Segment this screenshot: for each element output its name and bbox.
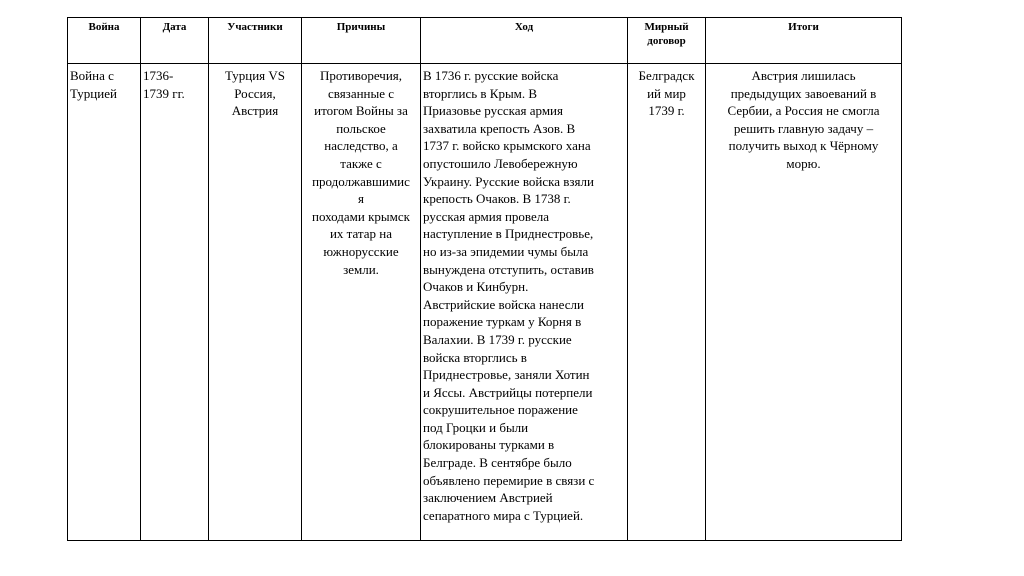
cell-date: 1736- 1739 гг. <box>141 64 209 541</box>
cell-war: Война с Турцией <box>68 64 141 541</box>
header-causes: Причины <box>302 18 421 64</box>
cell-course: В 1736 г. русские войска вторглись в Крым. В Приазовье русская армия захватила крепость Азов. В 1737 г. войско крымского хана опустошило Левобережную Украину. Русские войска взяли крепость Очаков. В 1738 г. русская армия провела наступление в Приднестровье, но из-за эпидемии чумы была вынуждена отступить, оставив Очаков и Кинбурн. Австрийские войска нанесли поражение туркам у Корня в Валахии. В 1739 г. русские войска вторглись в Приднестровье, заняли Хотин и Яссы. Австрийцы потерпели сокрушительное поражение под Гроцки и были блокированы турками в Белграде. В сентябре было объявлено перемирие в связи с заключением Австрией сепаратного мира с Турцией. <box>421 64 628 541</box>
cell-participants: Турция VS Россия, Австрия <box>209 64 302 541</box>
header-peace-treaty: Мирный договор <box>628 18 706 64</box>
header-date: Дата <box>141 18 209 64</box>
header-participants: Участники <box>209 18 302 64</box>
header-course: Ход <box>421 18 628 64</box>
cell-results: Австрия лишилась предыдущих завоеваний в Сербии, а Россия не смогла решить главную задачу – получить выход к Чёрному морю. <box>706 64 902 541</box>
header-results: Итоги <box>706 18 902 64</box>
header-row <box>68 18 902 64</box>
header-war: Война <box>68 18 141 64</box>
cell-peace-treaty: Белградск ий мир 1739 г. <box>628 64 706 541</box>
cell-causes: Противоречия, связанные с итогом Войны за польское наследство, а также с продолжавшимис я походами крымск их татар на южнорусские земли. <box>302 64 421 541</box>
table-row <box>68 64 902 541</box>
history-table-container <box>67 17 901 541</box>
war-table <box>67 17 902 541</box>
